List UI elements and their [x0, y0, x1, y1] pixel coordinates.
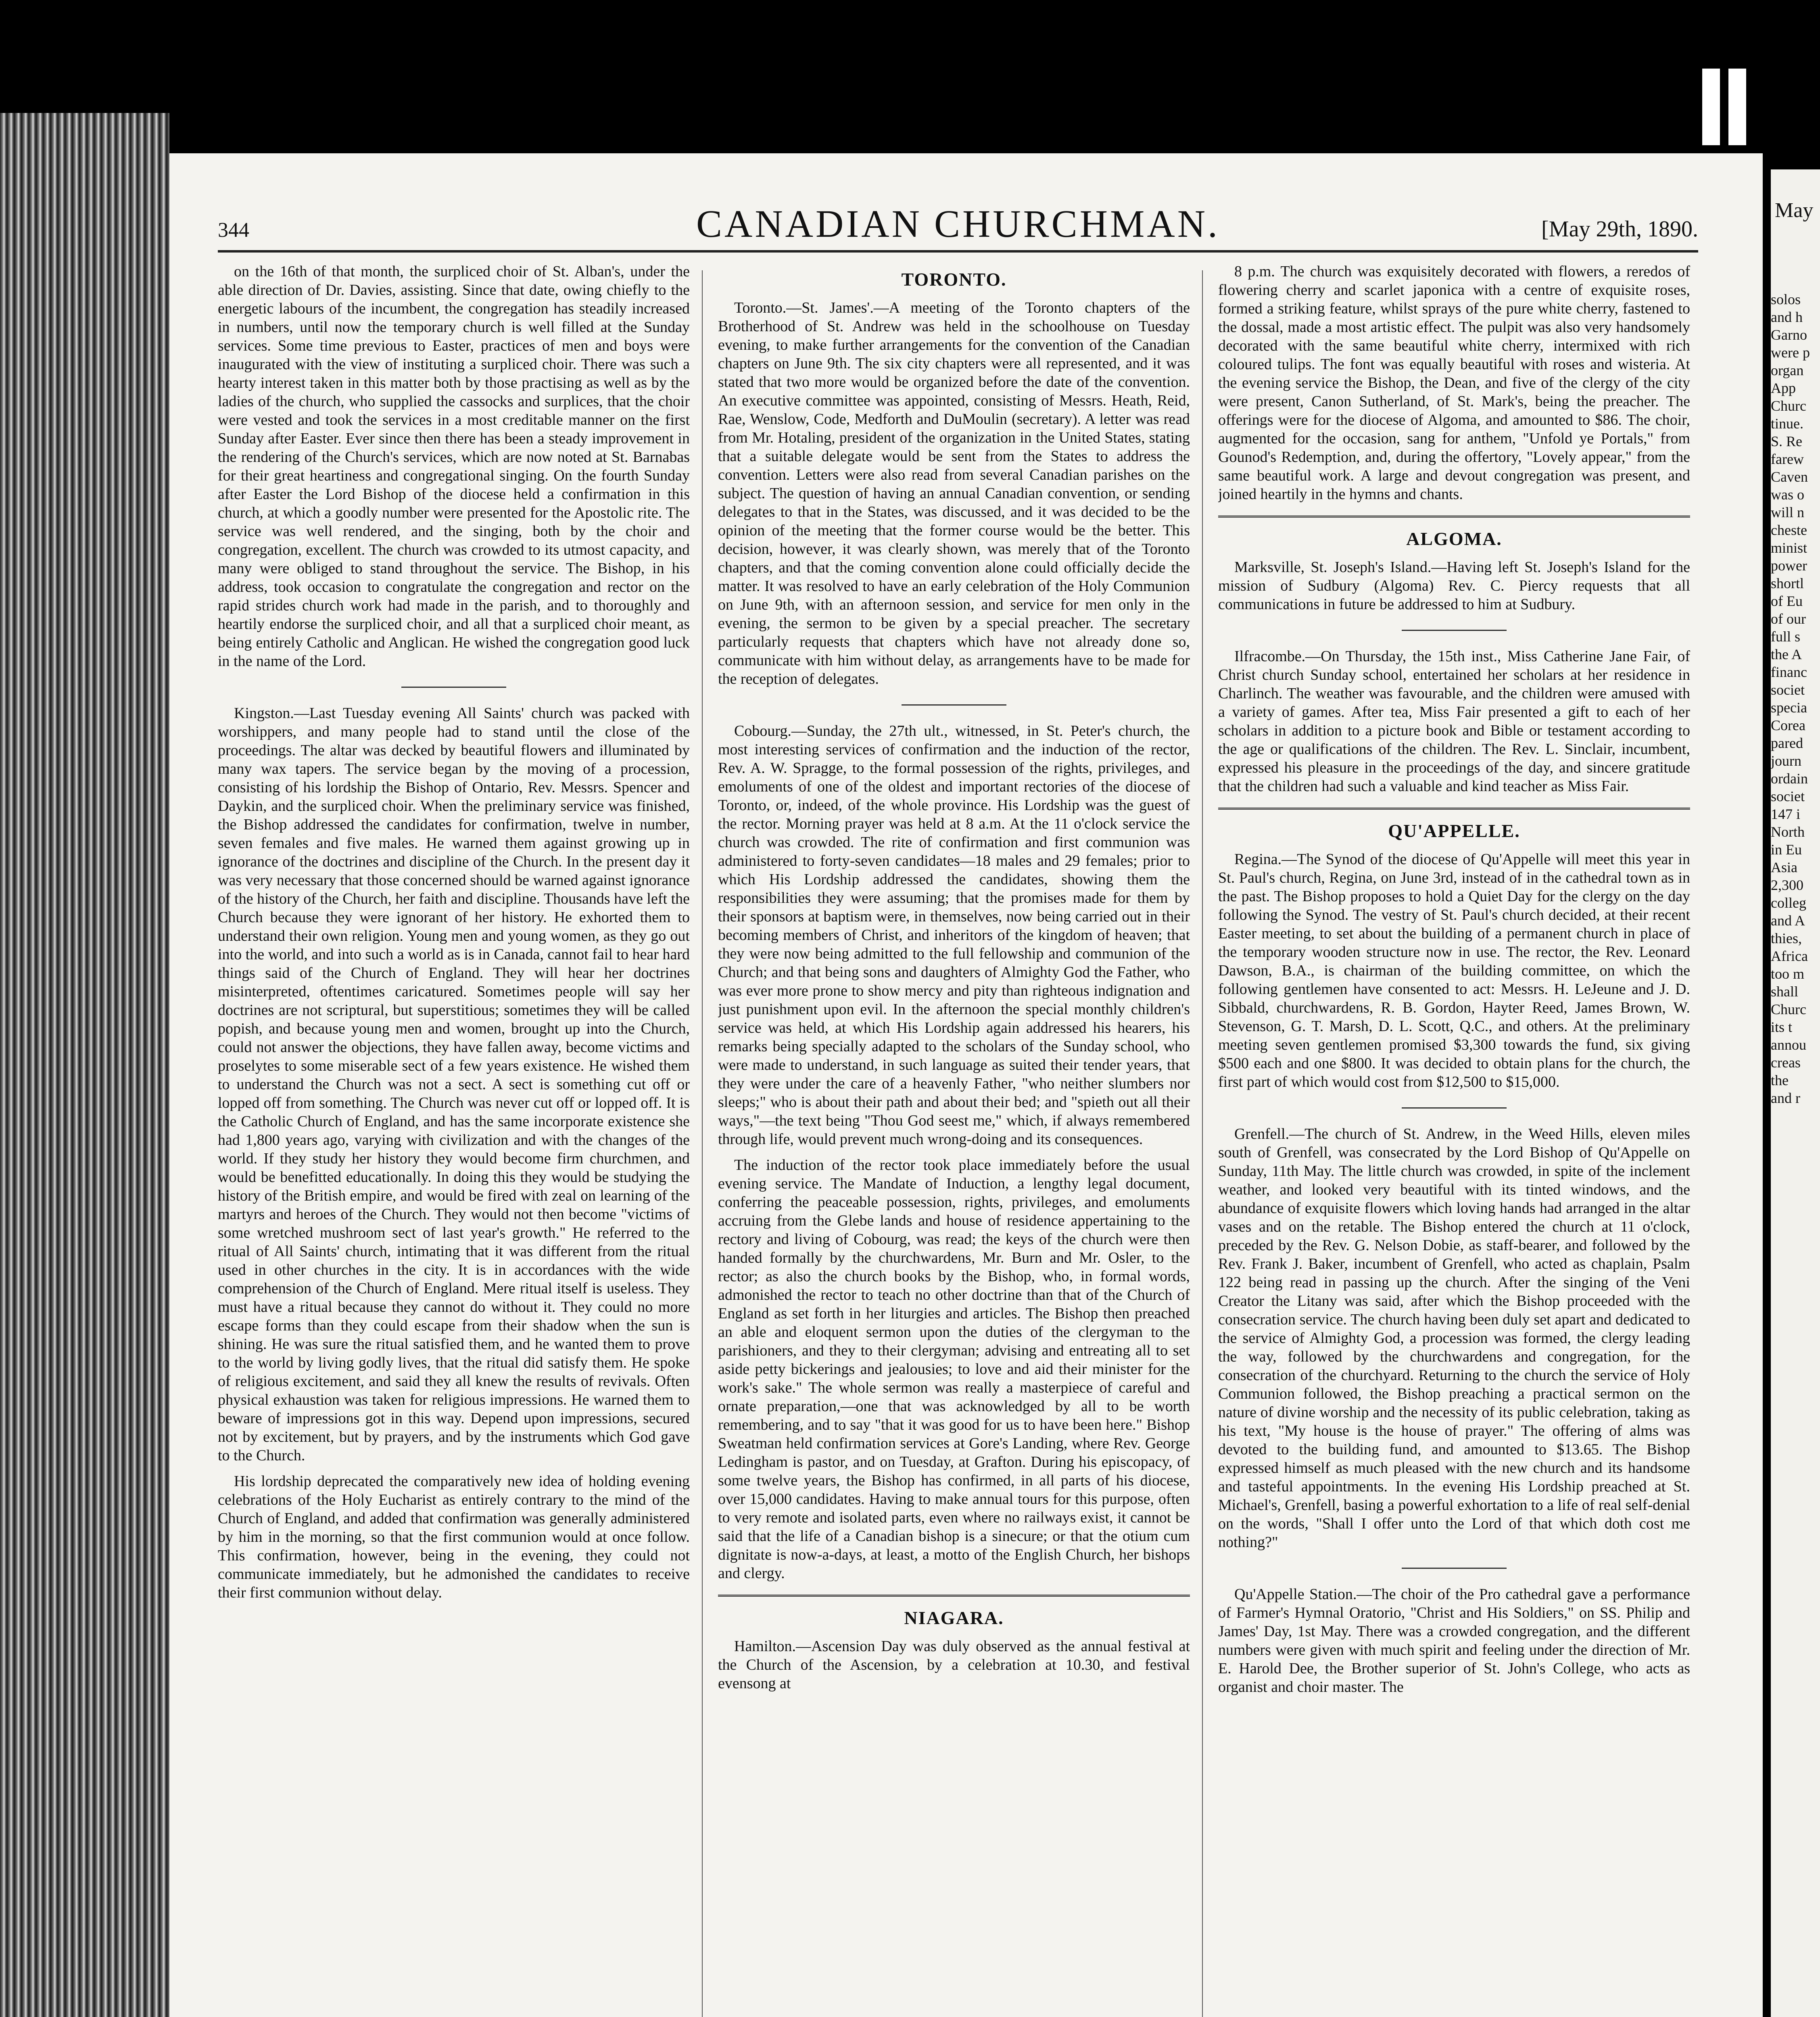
adjacent-page-line: ordain — [1771, 770, 1808, 787]
adjacent-page-line: its t — [1771, 1019, 1793, 1035]
adjacent-page-line: creas — [1771, 1054, 1801, 1071]
adjacent-page-line: the — [1771, 1072, 1789, 1088]
adjacent-page-line: in Eu — [1771, 841, 1802, 858]
section-divider — [1402, 630, 1507, 631]
adjacent-page-line: annou — [1771, 1037, 1806, 1053]
adjacent-page-line: 147 i — [1771, 806, 1801, 822]
adjacent-page-line: farew — [1771, 451, 1804, 467]
column-divider — [702, 270, 703, 2017]
newspaper-page — [169, 153, 1763, 2017]
adjacent-page-line: Caven — [1771, 469, 1808, 485]
adjacent-page-line: minist — [1771, 540, 1807, 556]
header-rule — [218, 250, 1698, 253]
article-paragraph: Kingston.—Last Tuesday evening All Saints' church was packed with worshippers, and many people had to stand until the close of the proceedings. The altar was decked by beautiful flowers and illuminated by many wax tapers. The service began by the moving of a procession, consisting of his lordship the Bishop of Ontario, Rev. Messrs. Spencer and Daykin, and the surpliced choir. When the preliminary service was finished, the Bishop addressed the candidates for confirmation, twelve in number, seven females and five males. He warned them against growing up in ignorance of the doctrines and discipline of the Church. In the present day it was very necessary that those concerned should be warned against ignorance of the history of the Church, her faith and discipline. Thousands have left the Church because they were ignorant of her history. He exhorted them to understand their own religion. Young men and young women, as they go out into the world, and into such a world as is in Canada, cannot fail to hear hard things said of the Church of England. They will hear her doctrines misinterpreted, oftentimes caricatured. Sometimes people will say her doctrines are not scriptural, but superstitious; sometimes they will be called popish, and because young men and women, brought up into the Church, could not answer the objections, they have fallen away, become victims and proselytes to some miserable sect of a few years existence. He wished them to understand the Church was not a sect. A sect is something cut off or lopped off from something. The Church was never cut off or lopped off. It is the Catholic Church of England, and has the same incorporate existence she had 1,800 years ago, varying with civilization and with the changes of the world. If they study her history they would become firm churchmen, and would be benefitted educationally. In doing this they would be studying the history of the British empire, and would be fired with zeal on learning of the martyrs and heroes of the Church. They would not then become "victims of some wretched mushroom sect of last year's growth." He referred to the ritual of All Saints' church, intimating that it was different from the ritual used in other churches in the city. It is in accordances with the wide comprehension of the Church of England. Mere ritual itself is useless. They must have a ritual because they cannot do without it. They could no more escape forms than they could escape from their shadow when the sun is shining. He was sure the ritual satisfied them, and he wanted them to prove to the world by living godly lives, that the ritual did satisfy them. He spoke of religious excitement, and said they all knew the results of revivals. Often physical exhaustion was taken for religious impressions. He warned them to beware of impressions got in this way. Depend upon impressions, secured not by excitement, but by prayers, and by the instruments which God gave to the Church. — [218, 705, 690, 1464]
journal-title: CANADIAN CHURCHMAN. — [696, 202, 1220, 245]
article-paragraph: The induction of the rector took place immediately before the usual evening service. The Mandate of Induction, a lengthy legal document, conferring the peaceable possession, rights, privileges, and emoluments accruing from the Glebe lands and house of residence appertaining to the rectory and living of Cobourg, was read; the keys of the church were then handed formally by the churchwardens, Mr. Burn and Mr. Osler, to the rector; as also the church books by the Bishop, who, in formal words, admonished the rector to teach no other doctrine than that of the Church of England as set forth in her liturgies and articles. The Bishop then preached an able and eloquent sermon upon the duties of the clergyman to the parishioners, and they to their clergyman; advising and entreating all to set aside petty bickerings and jealousies; to love and aid their minister for the work's sake." The whole sermon was really a masterpiece of careful and ornate preparation,—one that was acknowledged by all to be worth remembering, and to say "that it was good for us to have been here." Bishop Sweatman held confirmation services at Gore's Landing, where Rev. George Ledingham is pastor, and on Tuesday, at Grafton. During his episcopacy, of some twelve years, the Bishop has confirmed, in all parts of his diocese, over 15,000 candidates. Having to make annual tours for this purpose, often to very remote and isolated parts, even where no railways exist, it cannot be said that the life of a Canadian bishop is a sinecure; or that the otium cum dignitate is now-a-days, at least, a motto of the English Church, her bishops and clergy. — [718, 1157, 1190, 1582]
article-paragraph: Toronto.—St. James'.—A meeting of the Toronto chapters of the Brotherhood of St. Andrew was held in the schoolhouse on Tuesday evening, to make further arrangements for the convention of the Canadian chapters on June 9th. The six city chapters were all represented, and it was stated that two more would be organized before the date of the convention. An executive committee was appointed, consisting of Messrs. Heath, Reid, Rae, Wenslow, Code, Medforth and DuMoulin (secretary). A letter was read from Mr. Hotaling, president of the organization in the United States, stating that a suitable delegate would be sent from the States to address the convention. Letters were also read from several Canadian parishes on the subject. The question of having an annual Canadian convention, or sending delegates to that in the States, was discussed, and it was decided to be the opinion of the meeting that the former course would be the better. This decision, however, it was clearly shown, was merely that of the Toronto chapters, and that the coming convention alone could officially decide the matter. It was resolved to have an early celebration of the Holy Communion on June 9th, with an afternoon session, and service for men only in the evening, the sermon to be given by a special preacher. The secretary particularly requests that chapters which have not already done so, communicate with him without delay, as arrangements have to be made for the reception of delegates. — [718, 299, 1190, 687]
adjacent-page-fragment — [1771, 169, 1820, 2017]
article-paragraph: Hamilton.—Ascension Day was duly observed as the annual festival at the Church of the Ascension, by a celebration at 10.30, and festival evensong at — [718, 1638, 1190, 1692]
column-divider — [1202, 270, 1203, 2017]
section-divider — [1218, 808, 1690, 810]
adjacent-page-header: May — [1775, 199, 1814, 222]
book-page-edges — [0, 113, 169, 2017]
adjacent-page-line: Churc — [1771, 1001, 1806, 1017]
film-marker — [1702, 69, 1720, 145]
adjacent-page-line: solos — [1771, 291, 1801, 307]
column-1 — [218, 262, 690, 2017]
adjacent-page-line: and r — [1771, 1090, 1800, 1106]
section-divider — [718, 1595, 1190, 1597]
section-heading-quappelle: QU'APPELLE. — [1388, 821, 1520, 841]
adjacent-page-line: and h — [1771, 309, 1803, 325]
adjacent-page-line: 2,300 — [1771, 877, 1803, 893]
page-header — [218, 190, 1698, 246]
adjacent-page-line: the A — [1771, 646, 1802, 662]
adjacent-page-line: societ — [1771, 788, 1805, 804]
adjacent-page-line: was o — [1771, 487, 1804, 503]
section-divider — [1402, 1107, 1507, 1109]
section-divider — [1402, 1568, 1507, 1569]
section-divider — [902, 704, 1006, 706]
adjacent-page-line: App — [1771, 380, 1796, 396]
section-divider — [1218, 516, 1690, 518]
adjacent-page-line: and A — [1771, 912, 1805, 929]
adjacent-page-line: shall — [1771, 983, 1798, 1000]
adjacent-page-line: Garno — [1771, 327, 1807, 343]
article-paragraph: Qu'Appelle Station.—The choir of the Pro cathedral gave a performance of Farmer's Hymnal Oratorio, "Christ and His Soldiers," on SS. Philip and James' Day, 1st May. There was a crowded congregation, and the different numbers were given with much spirit and feeling under the direction of Mr. E. Harold Dee, the Brother superior of St. John's College, who acts as organist and choir master. The — [1218, 1586, 1690, 1695]
section-heading-algoma: ALGOMA. — [1406, 528, 1502, 549]
adjacent-page-line: thies, — [1771, 930, 1802, 946]
adjacent-page-line: organ — [1771, 362, 1804, 378]
adjacent-page-line: societ — [1771, 682, 1805, 698]
adjacent-page-line: S. Re — [1771, 433, 1803, 449]
adjacent-page-line: cheste — [1771, 522, 1807, 538]
adjacent-page-line: shortl — [1771, 575, 1804, 591]
section-divider — [401, 687, 506, 688]
film-marker — [1728, 69, 1746, 145]
adjacent-page-line: of Eu — [1771, 593, 1803, 609]
article-paragraph: His lordship deprecated the comparatively new idea of holding evening celebrations of the Holy Eucharist as entirely contrary to the mind of the Church of England, and added that confirmation was generally administered by him in the morning, so that the first communion would at once follow. This confirmation, however, being in the evening, they could not communicate immediately, but he admonished the candidates to receive their first communion without delay. — [218, 1473, 690, 1601]
section-heading-niagara: NIAGARA. — [904, 1608, 1004, 1628]
adjacent-page-line: journ — [1771, 753, 1801, 769]
article-paragraph: Cobourg.—Sunday, the 27th ult., witnessed, in St. Peter's church, the most interesting services of confirmation and the induction of the rector, Rev. A. W. Spragge, to the formal possession of the rights, privileges, and emoluments of one of the oldest and important rectories of the diocese of Toronto, or, indeed, of the whole province. His Lordship was the guest of the rector. Morning prayer was held at 8 a.m. At the 11 o'clock service the church was crowded. The rite of confirmation and first communion was administered to forty-seven candidates—18 males and 29 females; prior to which His Lordship addressed the candidates, showing them the responsibilities they were assuming; that the promises made for them by their sponsors at baptism were, in themselves, now being carried out in their becoming members of Christ, and inheritors of the kingdom of heaven; that they were now being admitted to the full fellowship and communion of the Church; and that being sons and daughters of Almighty God the Father, who was ever more prone to show mercy and pity than righteous indignation and just punishment upon evil. In the afternoon the special monthly children's service was held, at which His Lordship again addressed his hearers, his remarks being specially adapted to the scholars of the Sunday school, who were made to understand, in such language as suited their tender years, that they were under the care of a heavenly Father, "who neither slumbers nor sleeps;" who is about their path and about their bed; and "spieth out all their ways,"—the text being "Thou God seest me," which, if always remembered through life, would prevent much wrong-doing and its consequences. — [718, 722, 1190, 1148]
adjacent-page-line: were p — [1771, 345, 1810, 361]
column-2 — [718, 262, 1190, 2017]
adjacent-page-line: North — [1771, 824, 1805, 840]
adjacent-page-line: too m — [1771, 966, 1805, 982]
adjacent-page-line: pared — [1771, 735, 1803, 751]
article-paragraph: 8 p.m. The church was exquisitely decorated with flowers, a reredos of flowering cherry and scarlet japonica with a centre of exquisite roses, formed a striking feature, whilst sprays of the pure white cherry, fastened to the dossal, made a most artistic effect. The pulpit was also very handsomely decorated with the same beautiful white cherry, intermixed with rich coloured tulips. The font was equally beautiful with roses and wisteria. At the evening service the Bishop, the Dean, and five of the clergy of the city were present, Canon Sutherland, of St. Mark's, being the preacher. The offerings were for the diocese of Algoma, and amounted to $86. The choir, augmented for the occasion, sang for anthem, "Unfold ye Portals," from Gounod's Redemption, and, during the offertory, "Lovely appear," from the same beautiful work. A large and devout congregation was present, and joined heartily in the hymns and chants. — [1218, 263, 1690, 503]
adjacent-page-line: Africa — [1771, 948, 1808, 964]
adjacent-page-line: power — [1771, 557, 1807, 574]
article-paragraph: Ilfracombe.—On Thursday, the 15th inst., Miss Catherine Jane Fair, of Christ church Sunday school, entertained her scholars at her residence in Charlinch. The weather was favourable, and the children were amused with a variety of games. After tea, Miss Fair presented a gift to each of her scholars in addition to a picture book and Bible or testament according to the age or qualifications of the children. The Rev. L. Sinclair, incumbent, expressed his pleasure in the proceedings of the day, and sincere gratitude that the children had such a valuable and kind teacher as Miss Fair. — [1218, 648, 1690, 795]
adjacent-page-line: specia — [1771, 699, 1807, 716]
page-number: 344 — [218, 219, 249, 242]
article-paragraph: Marksville, St. Joseph's Island.—Having left St. Joseph's Island for the mission of Sudbury (Algoma) Rev. C. Piercy requests that all communications in future be addressed to him at Sudbury. — [1218, 559, 1690, 613]
adjacent-page-line: Asia — [1771, 859, 1797, 875]
adjacent-page-line: Corea — [1771, 717, 1805, 733]
article-paragraph: Grenfell.—The church of St. Andrew, in the Weed Hills, eleven miles south of Grenfell, was consecrated by the Lord Bishop of Qu'Appelle on Sunday, 11th May. The little church was crowded, in spite of the inclement weather, and looked very beautiful with its tinted windows, and the abundance of exquisite flowers which loving hands had arranged in the altar vases and on the retable. The Bishop entered the church at 11 o'clock, preceded by the Rev. G. Nelson Dobie, as staff-bearer, and followed by the Rev. Frank J. Baker, incumbent of Grenfell, who acted as chaplain, Psalm 122 being read in passing up the church. After the singing of the Veni Creator the Litany was said, after which the Bishop proceeded with the consecration service. The church having been duly set apart and dedicated to the service of Almighty God, a procession was formed, the clergy leading the way, followed by the churchwardens and congregation, for the consecration of the churchyard. Returning to the church the service of Holy Communion followed, the Bishop preaching a practical sermon on the nature of divine worship and the necessity of its public celebration, taking as his text, "My house is the house of prayer." The offering of alms was devoted to the building fund, and amounted to $13.65. The Bishop expressed himself as much pleased with the new church and its handsome and tasteful appointments. In the evening His Lordship preached at St. Michael's, Grenfell, basing a powerful exhortation to a life of real self-denial on the words, "Shall I offer unto the Lord of that which doth cost me nothing?" — [1218, 1125, 1690, 1551]
adjacent-page-line: of our — [1771, 611, 1806, 627]
adjacent-page-line: financ — [1771, 664, 1807, 680]
adjacent-page-line: full s — [1771, 628, 1801, 645]
issue-date: [May 29th, 1890. — [1541, 217, 1698, 242]
section-heading-toronto: TORONTO. — [901, 269, 1007, 290]
adjacent-page-line: will n — [1771, 504, 1805, 520]
column-3 — [1218, 262, 1690, 2017]
adjacent-page-text — [1771, 290, 1820, 1107]
article-paragraph: on the 16th of that month, the surpliced choir of St. Alban's, under the able direction of Dr. Davies, assisting. Since that date, owing chiefly to the energetic labours of the incumbent, the congregation has steadily increased in numbers, until now the temporary church is well filled at the Sunday services. Some time previous to Easter, practices of men and boys were inaugurated with the view of instituting a surpliced choir. There was such a hearty interest taken in this matter both by those practising as well as by the ladies of the church, who supplied the cassocks and surplices, that the choir were vested and took the services in a most creditable manner on the first Sunday after Easter. Ever since then there has been a steady improvement in the rendering of the Church's services, which are now noted at St. Barnabas for their great heartiness and congregational singing. On the fourth Sunday after Easter the Lord Bishop of the diocese held a confirmation in this church, at which a goodly number were presented for the Apostolic rite. The service was well rendered, and the singing, both by the choir and congregation, excellent. The church was crowded to its utmost capacity, and many were obliged to stand throughout the service. The Bishop, in his address, took occasion to congratulate the congregation and rector on the rapid strides church work had made in the parish, and to thoroughly and heartily endorse the surpliced choir, and all that a surpliced choir meant, as being entirely Catholic and Anglican. He wished the congregation good luck in the name of the Lord. — [218, 263, 690, 670]
adjacent-page-line: tinue. — [1771, 416, 1803, 432]
adjacent-page-line: colleg — [1771, 895, 1806, 911]
adjacent-page-line: Churc — [1771, 398, 1806, 414]
article-paragraph: Regina.—The Synod of the diocese of Qu'Appelle will meet this year in St. Paul's church, Regina, on June 3rd, instead of in the cathedral town as in the past. The Bishop proposes to hold a Quiet Day for the clergy on the day following the Synod. The vestry of St. Paul's church decided, at their recent Easter meeting, to set about the building of a permanent church in place of the temporary wooden structure now in use. The rector, the Rev. Leonard Dawson, B.A., is chairman of the building committee, on which the following gentlemen have consented to act: Messrs. H. LeJeune and J. D. Sibbald, churchwardens, R. B. Gordon, Hayter Reed, James Brown, W. Stevenson, G. T. Marsh, D. L. Scott, Q.C., and others. At the preliminary meeting seven gentlemen promised $3,300 towards the fund, six giving $500 each and one $800. It was decided to obtain plans for the church, the first part of which would cost from $12,500 to $15,000. — [1218, 851, 1690, 1090]
